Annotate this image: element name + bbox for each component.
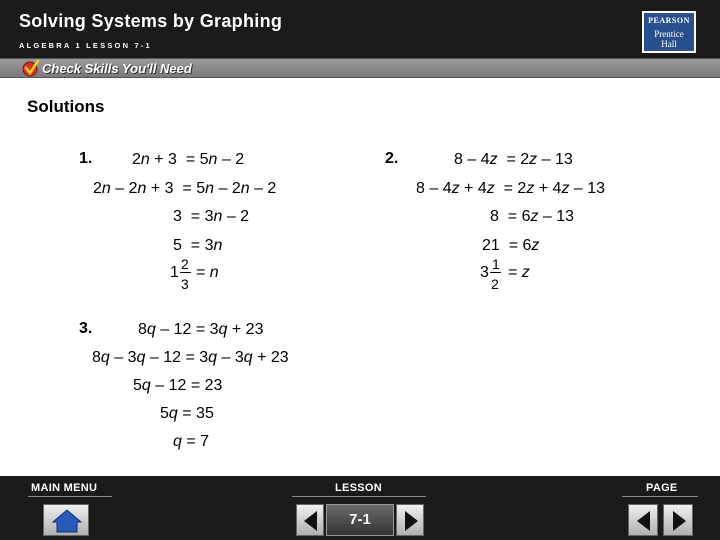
arrow-right-icon	[397, 505, 425, 537]
problem-3-line-3: 5q – 12 = 23	[133, 377, 223, 394]
lesson-previous-button[interactable]	[296, 504, 324, 536]
problem-3-line-1: 8q – 12 = 3q + 23	[138, 321, 264, 338]
check-skills-bar	[0, 58, 720, 78]
page-next-button[interactable]	[663, 504, 693, 536]
problem-2-line-3: 8 = 6z – 13	[490, 208, 575, 225]
lesson-number-badge: 7-1	[326, 504, 394, 536]
page-label: PAGE	[646, 482, 678, 494]
header-bar	[0, 0, 720, 58]
problem-1-line-3: 3 = 3n – 2	[173, 208, 250, 225]
problem-2-frac-denominator: 2	[491, 276, 499, 292]
problem-2-line-2: 8 – 4z + 4z = 2z + 4z – 13	[416, 180, 606, 197]
problem-1-frac-denominator: 3	[181, 276, 189, 292]
problem-1-line-1: 2n + 3 = 5n – 2	[132, 151, 245, 168]
page-previous-button[interactable]	[628, 504, 658, 536]
main-menu-button[interactable]	[43, 504, 89, 536]
home-icon	[44, 505, 90, 537]
lesson-divider	[292, 496, 426, 497]
arrow-left-icon	[629, 505, 659, 537]
problem-2-line-4: 21 = 6z	[482, 237, 540, 254]
problem-1-frac-numerator: 2	[181, 256, 189, 272]
problem-3-line-5: q = 7	[173, 433, 210, 450]
problem-2-frac-numerator: 1	[492, 256, 500, 272]
lesson-label: LESSON	[335, 482, 383, 494]
problem-2-number: 2.	[385, 150, 399, 167]
problem-3-number: 3.	[79, 320, 93, 337]
problem-2-line-5-whole: 3	[480, 264, 489, 281]
arrow-right-icon	[664, 505, 694, 537]
page-divider	[622, 496, 698, 497]
problem-1-number: 1.	[79, 150, 93, 167]
logo-text-pearson: PEARSON	[648, 16, 690, 25]
page-title: Solving Systems by Graphing	[19, 11, 283, 31]
problem-1-line-4: 5 = 3n	[173, 237, 223, 254]
problem-2-line-5-rest: = z	[508, 264, 530, 281]
problem-1-line-5-rest: = n	[196, 264, 219, 281]
problem-1-line-5-whole: 1	[170, 264, 179, 281]
problem-2-frac-bar	[490, 272, 501, 273]
solutions-heading: Solutions	[27, 97, 105, 116]
problem-1-frac-bar	[180, 272, 191, 273]
arrow-left-icon	[297, 505, 325, 537]
logo-text-hall: Hall	[661, 39, 677, 49]
check-skills-label: Check Skills You'll Need	[42, 61, 192, 76]
problem-3-line-2: 8q – 3q – 12 = 3q – 3q + 23	[92, 349, 289, 366]
check-mark-icon	[22, 60, 40, 77]
footer-bar	[0, 476, 720, 540]
logo-text-prentice: Prentice	[654, 29, 684, 39]
pearson-logo	[642, 11, 696, 53]
problem-2-line-1: 8 – 4z = 2z – 13	[454, 151, 573, 168]
main-menu-label: MAIN MENU	[31, 482, 98, 494]
problem-1-line-2: 2n – 2n + 3 = 5n – 2n – 2	[93, 180, 277, 197]
lesson-next-button[interactable]	[396, 504, 424, 536]
main-menu-divider	[28, 496, 112, 497]
lesson-subtitle: ALGEBRA 1 LESSON 7-1	[19, 41, 152, 50]
problem-3-line-4: 5q = 35	[160, 405, 214, 422]
